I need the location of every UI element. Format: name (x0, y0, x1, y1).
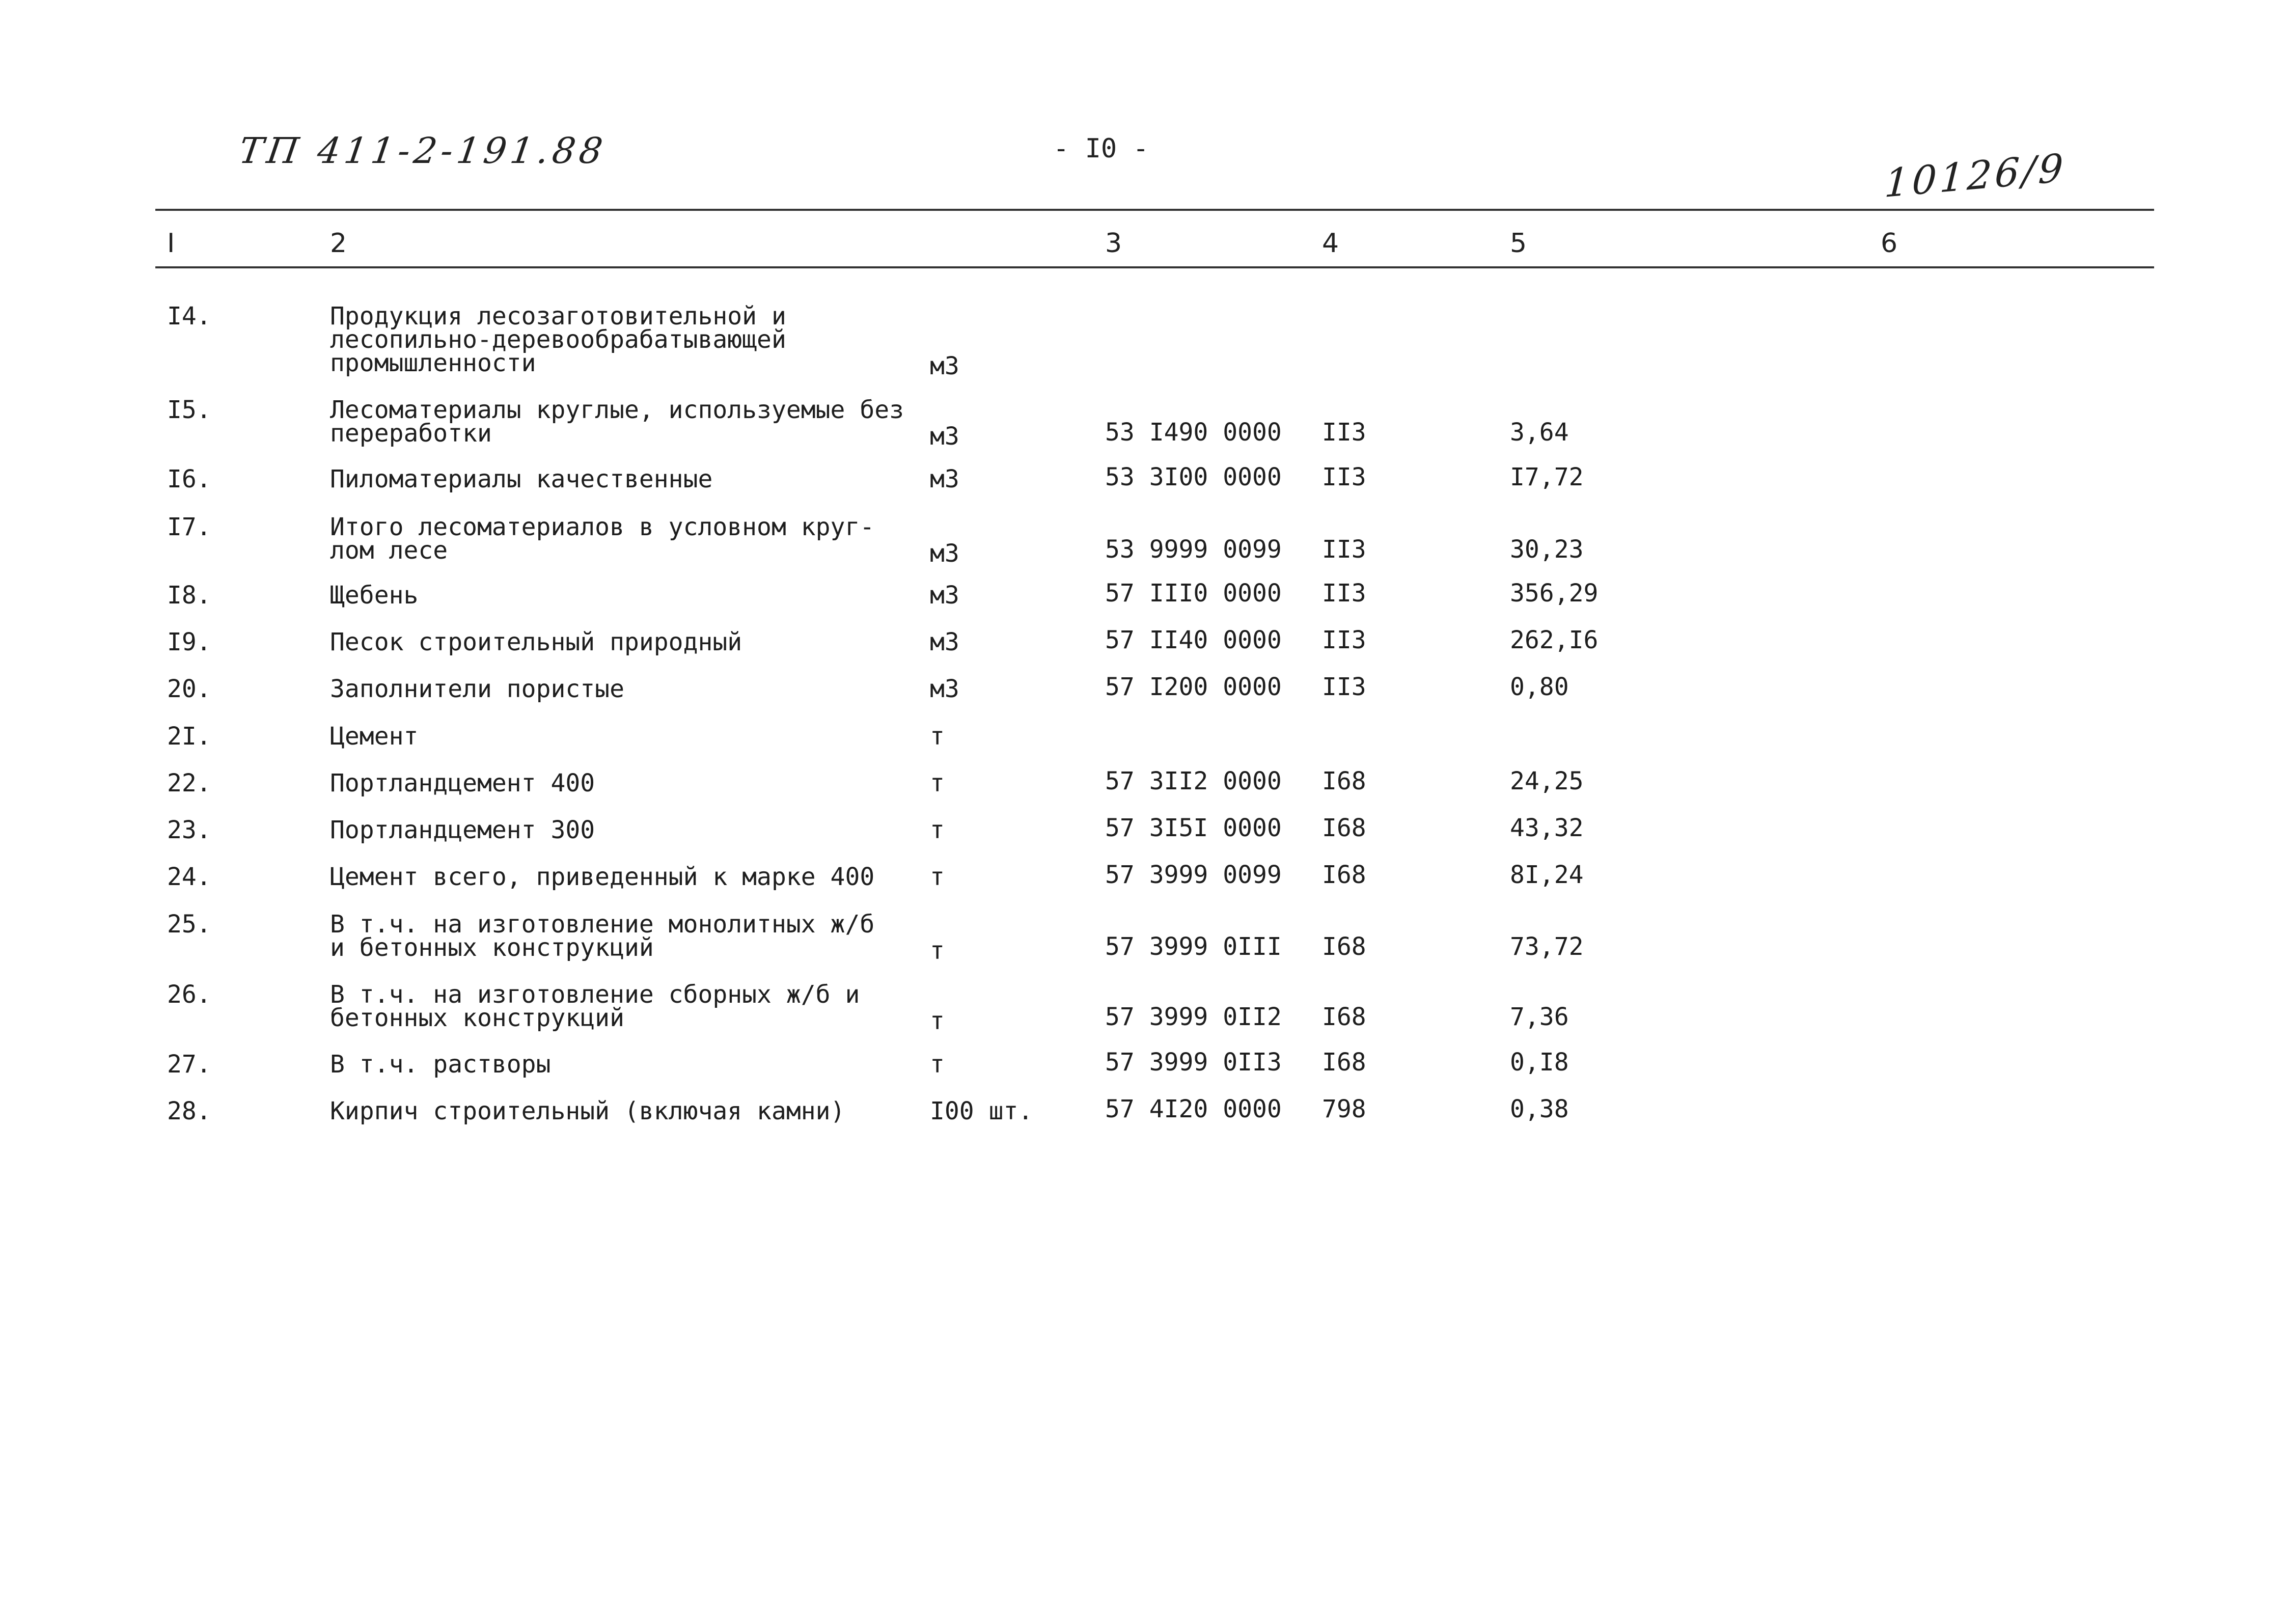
quantity-value: 262,I6 (1510, 626, 1599, 654)
item-name-line: Щебень (330, 581, 419, 610)
row-number: I8. (167, 581, 211, 610)
column-header-1: I (167, 228, 175, 259)
item-name (330, 581, 419, 610)
product-code: 53 I490 0000 (1105, 418, 1282, 447)
quantity-value: 24,25 (1510, 767, 1584, 795)
unit-of-measure: I00 шт. (930, 1097, 1033, 1125)
item-name (330, 467, 712, 491)
row-number: 22. (167, 769, 211, 797)
quantity-value: 7,36 (1510, 1003, 1569, 1031)
item-name-line: В т.ч. на изготовление монолитных ж/б (330, 910, 875, 939)
unit-of-measure: м3 (930, 539, 959, 568)
product-code: 57 3II2 0000 (1105, 767, 1282, 795)
product-code: 57 3999 0099 (1105, 861, 1282, 889)
unit-of-measure: т (930, 816, 945, 844)
column-header-6: 6 (1881, 228, 1898, 259)
row-number: 23. (167, 816, 211, 844)
item-name (330, 677, 624, 701)
row-number: 20. (167, 675, 211, 703)
product-code: 57 3I5I 0000 (1105, 814, 1282, 842)
product-code: 57 III0 0000 (1105, 579, 1282, 608)
row-number: I6. (167, 465, 211, 493)
unit-code: II3 (1322, 418, 1366, 447)
row-number: 28. (167, 1097, 211, 1125)
item-name-line: Цемент всего, приведенный к марке 400 (330, 863, 875, 891)
item-name-line: Заполнители пористые (330, 675, 624, 703)
product-code: 57 4I20 0000 (1105, 1095, 1282, 1123)
archive-number: 10126/9 (1883, 145, 2068, 206)
unit-of-measure: т (930, 769, 945, 797)
item-name (330, 818, 595, 842)
item-name (330, 980, 860, 1032)
unit-of-measure: м3 (930, 581, 959, 610)
column-header-2: 2 (330, 228, 347, 259)
product-code: 57 3999 0II2 (1105, 1003, 1282, 1031)
document-code: ТП 411-2-191.88 (236, 130, 610, 172)
row-number: I4. (167, 302, 211, 331)
row-number: 26. (167, 980, 211, 1009)
table-top-rule (155, 209, 2154, 211)
item-name-line: и бетонных конструкций (330, 933, 654, 962)
unit-of-measure: м3 (930, 422, 959, 451)
item-name-line: переработки (330, 419, 492, 448)
item-name-line: бетонных конструкций (330, 1004, 624, 1032)
item-name-line: промышленности (330, 349, 536, 377)
row-number: 24. (167, 863, 211, 891)
unit-of-measure: м3 (930, 352, 959, 380)
product-code: 57 I200 0000 (1105, 673, 1282, 701)
row-number: I9. (167, 628, 211, 656)
item-name-line: Лесоматериалы круглые, используемые без (330, 396, 904, 424)
unit-of-measure: т (930, 863, 945, 891)
quantity-value: I7,72 (1510, 463, 1584, 491)
unit-code: I68 (1322, 1003, 1366, 1031)
product-code: 53 3I00 0000 (1105, 463, 1282, 491)
item-name-line: Портландцемент 400 (330, 769, 595, 797)
product-code: 57 3999 0III (1105, 932, 1282, 961)
table-header-rule (155, 266, 2154, 268)
unit-of-measure: т (930, 1007, 945, 1035)
column-header-5: 5 (1510, 228, 1527, 259)
item-name (330, 1099, 845, 1123)
unit-code: II3 (1322, 626, 1366, 654)
item-name (330, 722, 419, 751)
quantity-value: 3,64 (1510, 418, 1569, 447)
item-name (330, 630, 742, 654)
unit-code: II3 (1322, 463, 1366, 491)
unit-code: I68 (1322, 1048, 1366, 1077)
unit-of-measure: м3 (930, 675, 959, 703)
unit-code: 798 (1322, 1095, 1366, 1123)
item-name (330, 865, 874, 889)
item-name (330, 769, 595, 797)
product-code: 57 3999 0II3 (1105, 1048, 1282, 1077)
column-header-4: 4 (1322, 228, 1339, 259)
item-name-line: В т.ч. на изготовление сборных ж/б и (330, 980, 860, 1009)
unit-code: I68 (1322, 932, 1366, 961)
item-name-line: Песок строительный природный (330, 628, 742, 656)
unit-code: II3 (1322, 535, 1366, 564)
product-code: 57 II40 0000 (1105, 626, 1282, 654)
item-name (330, 396, 904, 448)
item-name-line: Портландцемент 300 (330, 816, 595, 844)
row-number: 25. (167, 910, 211, 939)
unit-code: I68 (1322, 814, 1366, 842)
row-number: 2I. (167, 722, 211, 751)
item-name-line: Цемент (330, 722, 419, 751)
quantity-value: 8I,24 (1510, 861, 1584, 889)
item-name-line: лесопильно-деревообрабатывающей (330, 325, 786, 354)
item-name-line: В т.ч. растворы (330, 1050, 551, 1079)
quantity-value: 43,32 (1510, 814, 1584, 842)
item-name-line: лом лесе (330, 536, 448, 565)
page-number: - I0 - (1053, 133, 1149, 164)
quantity-value: 0,I8 (1510, 1048, 1569, 1077)
unit-of-measure: м3 (930, 628, 959, 656)
item-name-line: Продукция лесозаготовительной и (330, 302, 786, 331)
quantity-value: 0,80 (1510, 673, 1569, 701)
unit-of-measure: т (930, 1050, 945, 1079)
quantity-value: 30,23 (1510, 535, 1584, 564)
row-number: 27. (167, 1050, 211, 1079)
item-name (330, 910, 875, 962)
row-number: I7. (167, 513, 211, 541)
item-name (330, 513, 875, 565)
item-name-line: Кирпич строительный (включая камни) (330, 1097, 845, 1125)
column-header-3: 3 (1105, 228, 1122, 259)
item-name (330, 302, 786, 377)
unit-of-measure: м3 (930, 465, 959, 493)
item-name (330, 1050, 551, 1079)
unit-code: I68 (1322, 767, 1366, 795)
row-number: I5. (167, 396, 211, 424)
item-name-line: Итого лесоматериалов в условном круг- (330, 513, 875, 541)
quantity-value: 356,29 (1510, 579, 1599, 608)
unit-of-measure: т (930, 937, 945, 965)
product-code: 53 9999 0099 (1105, 535, 1282, 564)
unit-of-measure: т (930, 722, 945, 751)
unit-code: II3 (1322, 673, 1366, 701)
unit-code: I68 (1322, 861, 1366, 889)
quantity-value: 0,38 (1510, 1095, 1569, 1123)
quantity-value: 73,72 (1510, 932, 1584, 961)
item-name-line: Пиломатериалы качественные (330, 465, 713, 493)
unit-code: II3 (1322, 579, 1366, 608)
